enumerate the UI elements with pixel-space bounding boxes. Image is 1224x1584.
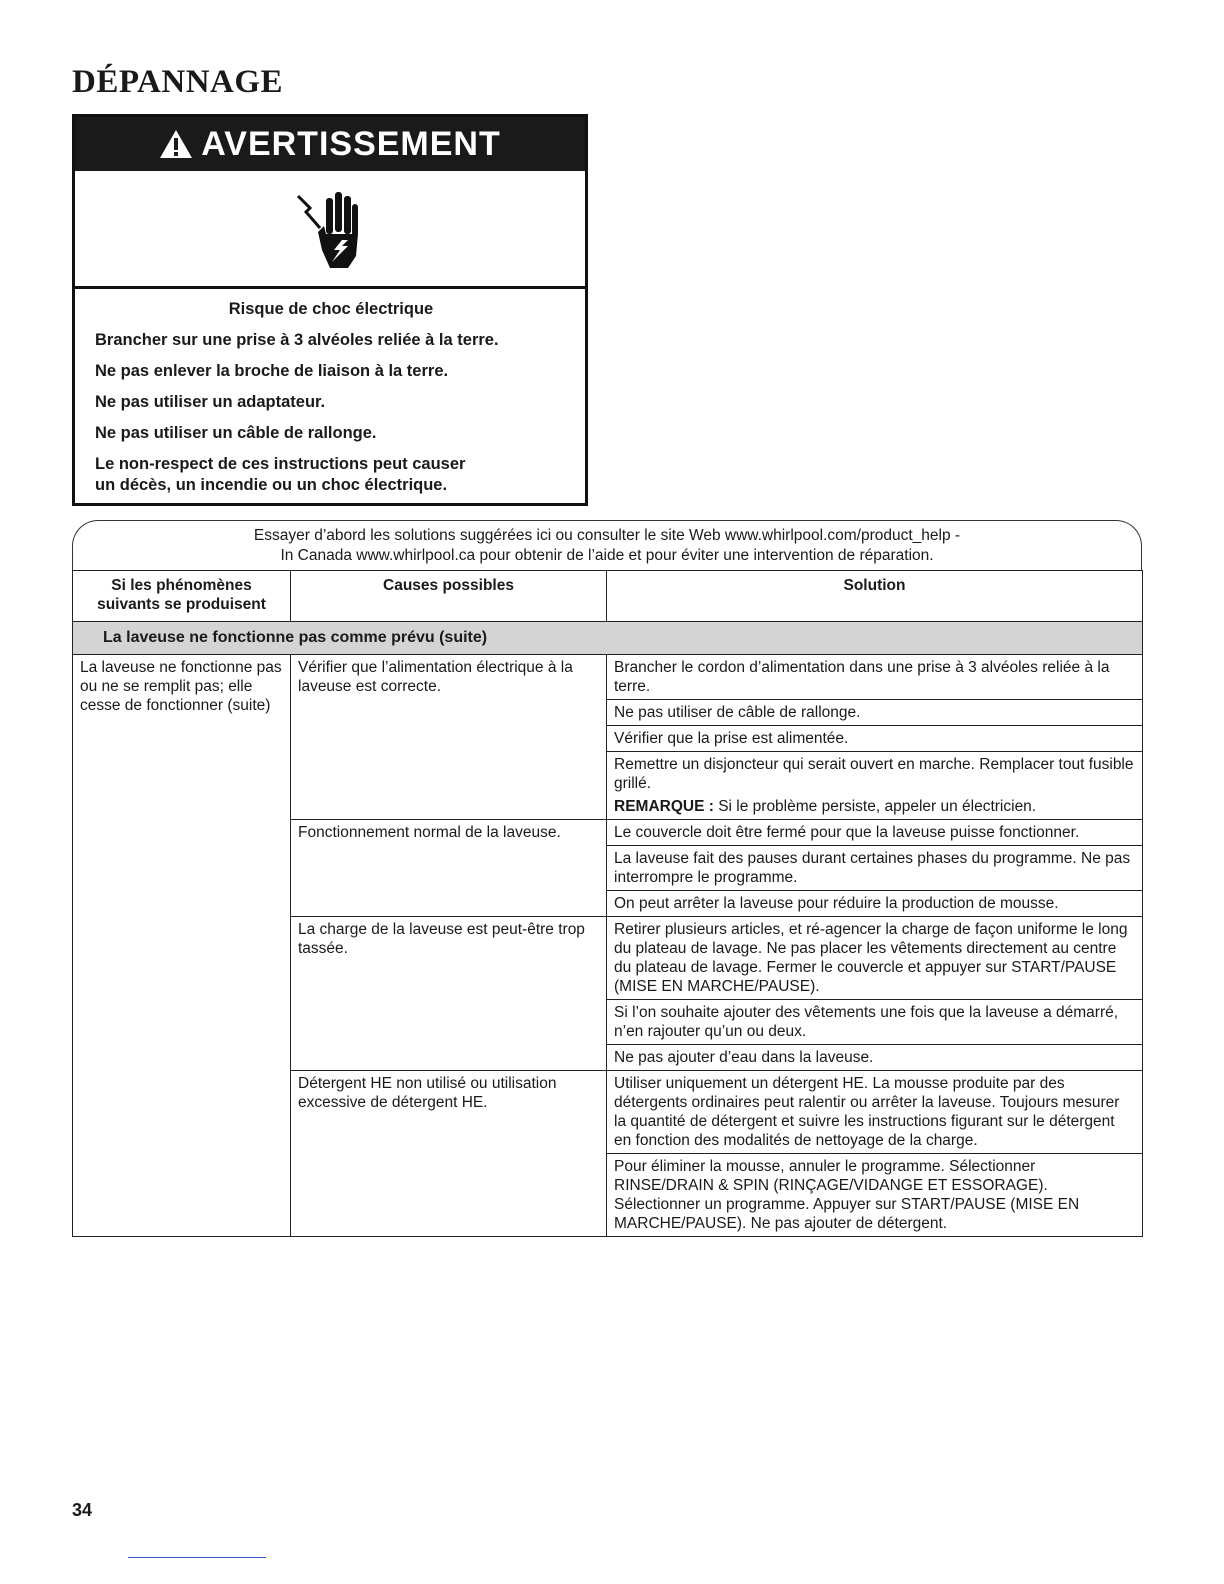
intro-note [72,520,1142,570]
solution-cell: Brancher le cordon d’alimentation dans une prise à 3 alvéoles reliée à la terre. [607,655,1143,700]
section-title: La laveuse ne fonctionne pas comme prévu (suite) [73,622,1143,655]
header-causes: Causes possibles [291,571,607,622]
solution-text: Remettre un disjoncteur qui serait ouvert en marche. Remplacer tout fusible grillé. [614,756,1134,792]
warning-line: Brancher sur une prise à 3 alvéoles reliée à la terre. [95,331,499,349]
phenomenon-cell: La laveuse ne fonctionne pas ou ne se remplit pas; elle cesse de fonctionner (suite) [73,655,291,1237]
solution-cell: Ne pas utiliser de câble de rallonge. [607,700,1143,726]
solution-cell: Le couvercle doit être fermé pour que la laveuse puisse fonctionner. [607,820,1143,846]
cause-cell: Fonctionnement normal de la laveuse. [291,820,607,917]
warning-header [75,117,585,171]
cause-cell: Vérifier que l’alimentation électrique à la laveuse est correcte. [291,655,607,820]
solution-cell: Ne pas ajouter d’eau dans la laveuse. [607,1045,1143,1071]
intro-line: Essayer d’abord les solutions suggérées ici ou consulter le site Web www.whirlpool.com/product_help - [253,527,961,544]
header-phenomena: Si les phénomènes suivants se produisent [73,571,291,622]
header-solution: Solution [607,571,1143,622]
solution-cell: Utiliser uniquement un détergent HE. La mousse produite par des détergents ordinaires peut ralentir ou arrêter la laveuse. Toujours mesurer la quantité de détergent et suivre les instructions figurant sur le détergent en fonction des modalités de nettoyage de la charge. [607,1071,1143,1154]
electric-shock-hand-icon [290,184,370,274]
solution-cell: On peut arrêter la laveuse pour réduire la production de mousse. [607,891,1143,917]
solution-cell: Pour éliminer la mousse, annuler le programme. Sélectionner RINSE/DRAIN & SPIN (RINÇAGE/VIDANGE ET ESSORAGE). Sélectionner un programme. Appuyer sur START/PAUSE (MISE EN MARCHE/PAUSE). Ne pas ajouter de détergent. [607,1154,1143,1237]
cause-cell: Détergent HE non utilisé ou utilisation excessive de détergent HE. [291,1071,607,1237]
footer-rule [128,1557,266,1558]
solution-cell: La laveuse fait des pauses durant certaines phases du programme. Ne pas interrompre le programme. [607,846,1143,891]
solution-cell: Si l’on souhaite ajouter des vêtements une fois que la laveuse a démarré, n’en rajouter qu’un ou deux. [607,1000,1143,1045]
warning-box [72,114,588,506]
hazard-icon-area [75,171,585,289]
table-row [73,655,1143,700]
warning-consequence: un décès, un incendie ou un choc électrique. [95,476,448,494]
intro-line: In Canada www.whirlpool.ca pour obtenir de l’aide et pour éviter une intervention de réparation. [280,547,934,564]
warning-header-label: AVERTISSEMENT [201,124,501,163]
solution-cell: Retirer plusieurs articles, et ré-agencer la charge de façon uniforme le long du plateau de lavage. Ne pas placer les vêtements directement au centre du plateau de lavage. Fermer le couvercle et appuyer sur START/PAUSE (MISE EN MARCHE/PAUSE). [607,917,1143,1000]
warning-risk: Risque de choc électrique [228,300,434,318]
cause-cell: La charge de la laveuse est peut-être trop tassée. [291,917,607,1071]
warning-text [75,289,585,496]
section-row [73,622,1143,655]
warning-line: Ne pas enlever la broche de liaison à la terre. [95,362,449,380]
remark-label: REMARQUE : [614,798,714,815]
table-header-row [73,571,1143,622]
page-number: 34 [72,1500,93,1520]
solution-cell: Vérifier que la prise est alimentée. [607,726,1143,752]
page-title: DÉPANNAGE [72,64,284,100]
solution-remark [614,797,1135,816]
warning-line: Ne pas utiliser un adaptateur. [95,393,326,411]
warning-triangle-icon [159,129,193,159]
warning-line: Ne pas utiliser un câble de rallonge. [95,424,377,442]
troubleshooting-table [72,570,1143,1237]
solution-cell [607,752,1143,820]
remark-text: Si le problème persiste, appeler un électricien. [713,798,1037,815]
warning-consequence: Le non-respect de ces instructions peut causer [95,455,466,473]
